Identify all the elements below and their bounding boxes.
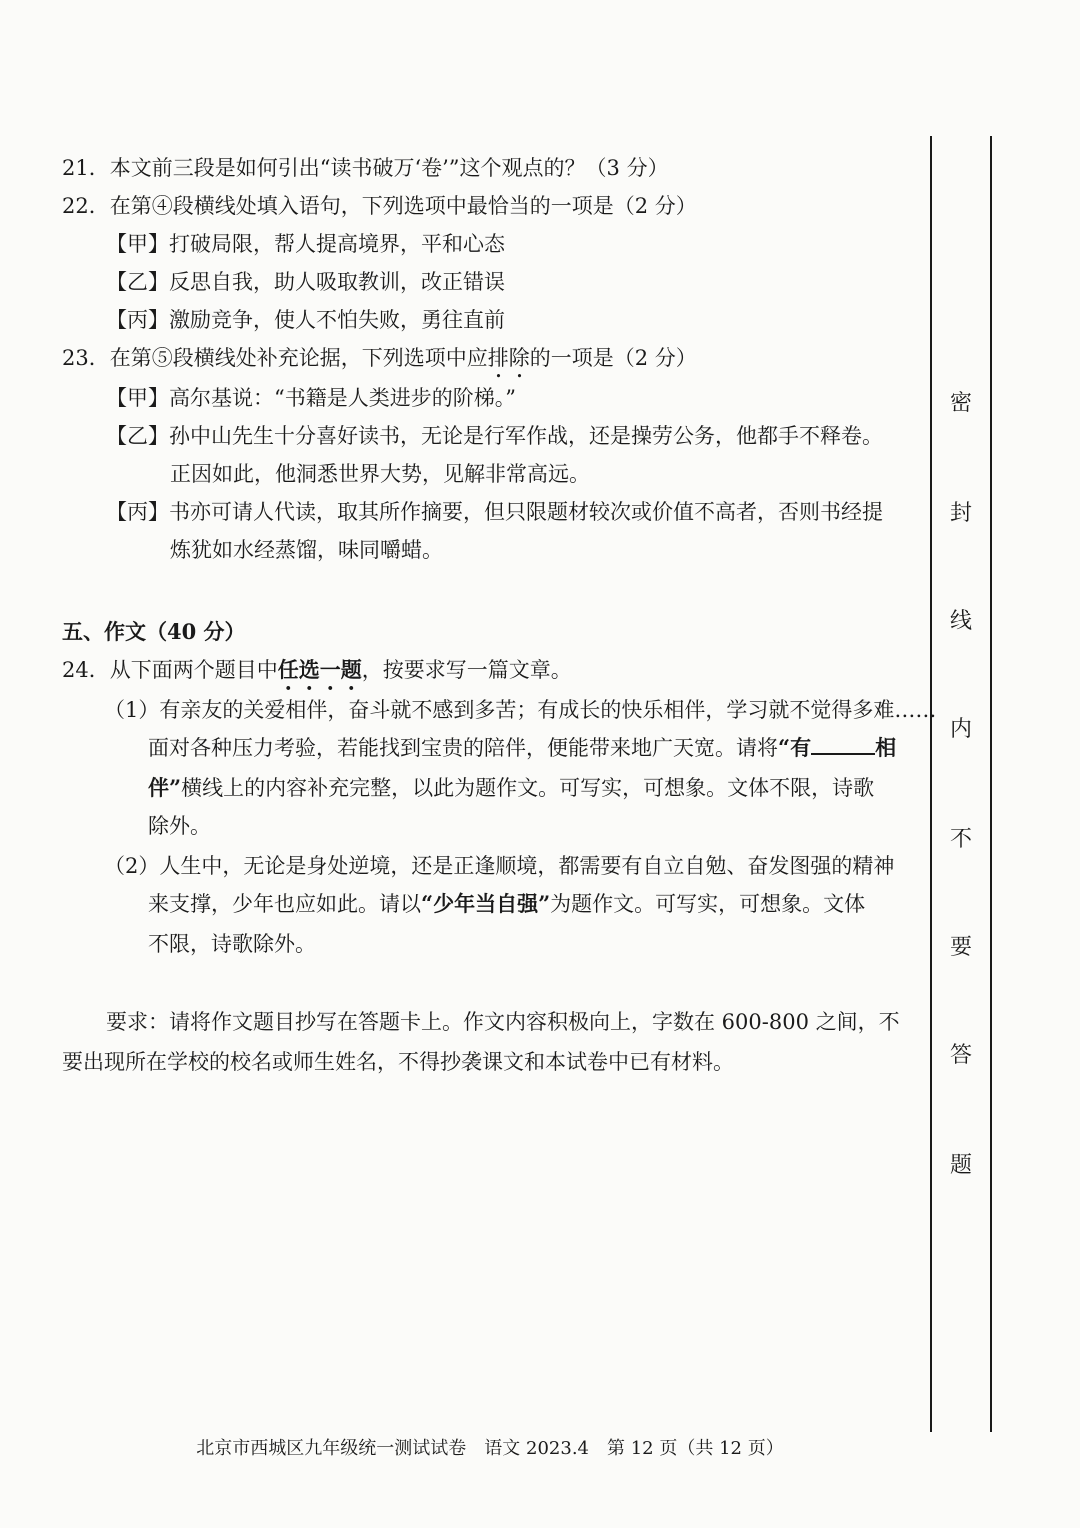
prompt-2-line2 [148, 890, 865, 918]
question-22: 22．在第④段横线处填入语句，下列选项中最恰当的一项是（2 分） [62, 194, 697, 218]
seal-char-8: 题 [949, 1153, 972, 1178]
q23-option-c-line1: 【丙】书亦可请人代读，取其所作摘要，但只限题材较次或价值不高者，否则书经提 [106, 500, 883, 524]
q23-option-c-line2: 炼犹如水经蒸馏，味同嚼蜡。 [170, 538, 443, 562]
requirements-line1: 要求：请将作文题目抄写在答题卡上。作文内容积极向上，字数在 600-800 之间，不 [106, 1010, 900, 1034]
q23-prefix: 23．在第⑤段横线处补充论据，下列选项中应 [62, 346, 488, 370]
q24-suffix: ，按要求写一篇文章。 [361, 658, 572, 682]
prompt-2-text-cont: 为题作文。可写实，可想象。文体 [550, 892, 866, 916]
question-24 [62, 656, 572, 695]
q22-option-c: 【丙】激励竞争，使人不怕失败，勇往直前 [106, 308, 505, 332]
prompt-2-line1: （2）人生中，无论是身处逆境，还是正逢顺境，都需要有自立自勉、奋发图强的精神 [104, 854, 895, 878]
prompt-2-title: “少年当自强” [421, 891, 551, 916]
q23-option-b-line1: 【乙】孙中山先生十分喜好读书，无论是行军作战，还是操劳公务，他都手不释卷。 [106, 424, 883, 448]
q23-option-a: 【甲】高尔基说：“书籍是人类进步的阶梯。” [106, 386, 516, 410]
q22-option-b: 【乙】反思自我，助人吸取教训，改正错误 [106, 270, 505, 294]
q24-emphasis: 任选一题 [277, 657, 362, 682]
prompt-1-line1: （1）有亲友的关爱相伴，奋斗就不感到多苦；有成长的快乐相伴，学习就不觉得多难…… [104, 698, 937, 722]
prompt-1-title-close: 伴” [148, 775, 182, 800]
seal-line-right-rule [990, 136, 992, 1432]
requirements-line2: 要出现所在学校的校名或师生姓名，不得抄袭课文和本试卷中已有材料。 [62, 1050, 734, 1074]
prompt-2-line3: 不限，诗歌除外。 [148, 932, 316, 956]
seal-char-3: 线 [949, 609, 972, 634]
q23-emphasis: 排除 [487, 346, 530, 370]
question-21: 21．本文前三段是如何引出“读书破万‘卷’”这个观点的？（3 分） [62, 156, 669, 180]
prompt-2-text: 来支撑，少年也应如此。请以 [148, 892, 421, 916]
q22-option-a: 【甲】打破局限，帮人提高境界，平和心态 [106, 232, 505, 256]
prompt-1-title-start: “有 [778, 735, 812, 760]
prompt-1-line4: 除外。 [148, 814, 211, 838]
prompt-1-text: 面对各种压力考验，若能找到宝贵的陪伴，便能带来地广天宽。请将 [148, 736, 778, 760]
prompt-1-title-end: 相 [875, 735, 897, 760]
seal-char-4: 内 [949, 717, 972, 742]
prompt-1-line2 [148, 734, 896, 762]
seal-char-1: 密 [949, 391, 972, 416]
title-blank [811, 735, 875, 755]
q24-prefix: 24．从下面两个题目中 [62, 658, 278, 682]
question-23 [62, 344, 697, 383]
page-footer: 北京市西城区九年级统一测试试卷 语文 2023.4 第 12 页（共 12 页） [196, 1438, 784, 1459]
seal-line-left-rule [930, 136, 932, 1432]
prompt-1-line3 [148, 774, 874, 802]
seal-char-7: 答 [949, 1043, 972, 1068]
seal-char-5: 不 [949, 827, 972, 852]
q23-option-b-line2: 正因如此，他洞悉世界大势，见解非常高远。 [170, 462, 590, 486]
prompt-1-text-cont: 横线上的内容补充完整，以此为题作文。可写实，可想象。文体不限，诗歌 [181, 776, 875, 800]
q23-suffix: 的一项是（2 分） [529, 346, 697, 370]
essay-heading: 五、作文（40 分） [62, 619, 246, 644]
seal-char-6: 要 [949, 935, 972, 960]
seal-char-2: 封 [949, 501, 972, 526]
